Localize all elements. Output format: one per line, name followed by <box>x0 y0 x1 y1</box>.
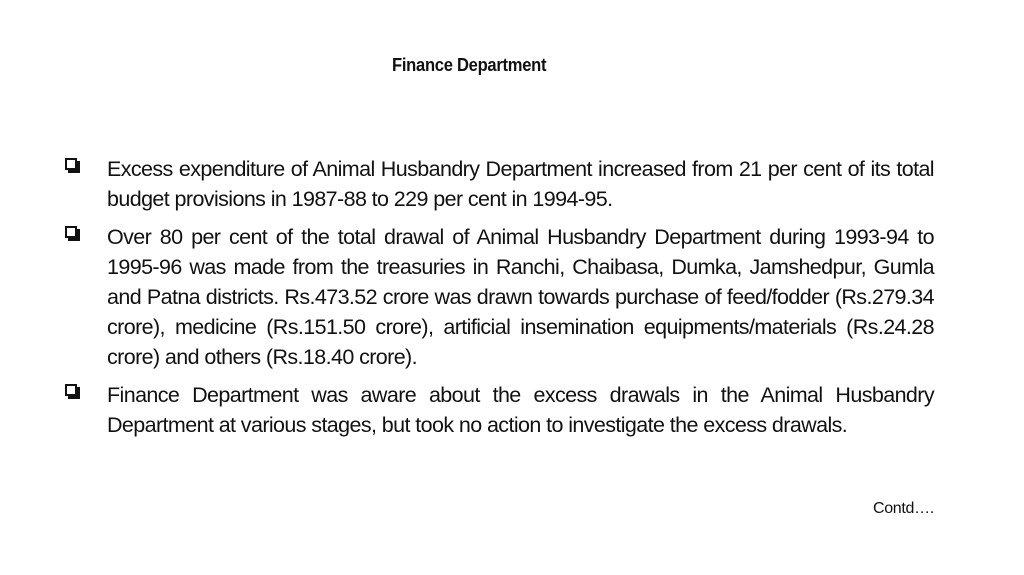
continuation-note: Contd…. <box>872 500 934 517</box>
bullet-text: Finance Department was aware about the excess drawals in the Animal Husbandry Department at various stages, but took no action to investigate the excess drawals. <box>107 383 934 437</box>
slide-title: Finance Department <box>392 55 547 75</box>
checkbox-bullet-icon <box>65 384 77 396</box>
bullet-text: Over 80 per cent of the total drawal of Animal Husbandry Department during 1993-94 to 1995-96 was made from the treasuries in Ranchi, Chaibasa, Dumka, Jamshedpur, Gumla and Patna districts. Rs.473.52 crore was drawn towards purchase of feed/fodder (Rs.279.34 crore), medicine (Rs.151.50 crore), artificial insemination equipments/materials (Rs.24.28 crore) and others (Rs.18.40 crore). <box>107 225 934 369</box>
checkbox-bullet-icon <box>65 158 77 170</box>
list-item <box>64 222 934 372</box>
bullet-text: Excess expenditure of Animal Husbandry Department increased from 21 per cent of its total budget provisions in 1987-88 to 229 per cent in 1994-95. <box>107 157 934 211</box>
bullet-list <box>64 154 934 448</box>
list-item <box>64 380 934 440</box>
checkbox-bullet-icon <box>65 226 77 238</box>
list-item <box>64 154 934 214</box>
